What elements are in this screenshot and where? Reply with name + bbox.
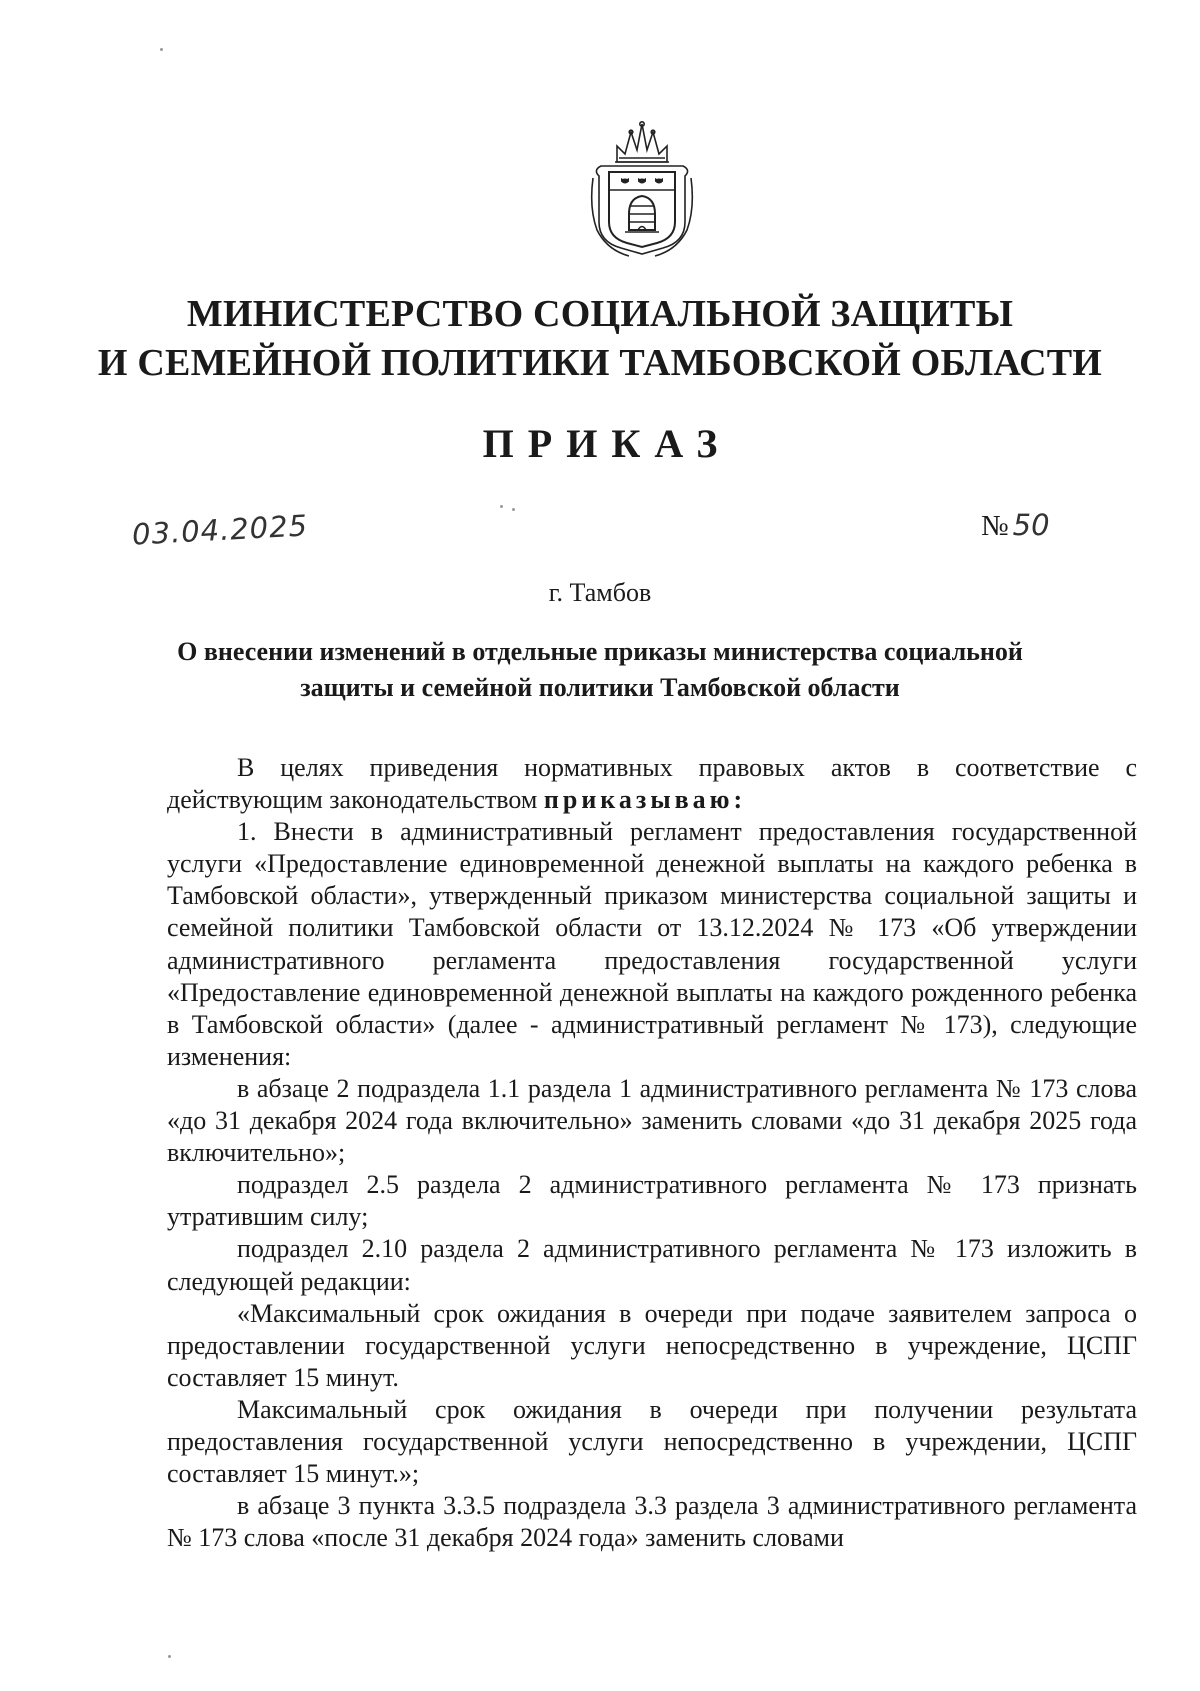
preamble-text: В целях приведения нормативных правовых актов в соответствие с действующим законодательством — [167, 753, 1137, 815]
order-subject — [0, 634, 1200, 706]
handwritten-date: 03.04.2025 — [131, 508, 309, 552]
scan-speck — [500, 505, 503, 508]
body-paragraph: «Максимальный срок ожидания в очереди при подаче заявителем запроса о предоставлении государственной услуги непосредственно в учреждение, ЦСПГ составляет 15 минут. — [167, 1298, 1137, 1392]
ministry-name — [0, 290, 1200, 388]
order-keyword: приказываю: — [543, 785, 747, 815]
scan-speck — [168, 1655, 171, 1658]
scan-speck — [512, 508, 515, 511]
ministry-name-line2: И СЕМЕЙНОЙ ПОЛИТИКИ ТАМБОВСКОЙ ОБЛАСТИ — [97, 342, 1103, 384]
body-paragraph-preamble — [167, 752, 1137, 816]
order-body — [167, 752, 1137, 1554]
subject-line2: защиты и семейной политики Тамбовской области — [300, 673, 900, 702]
body-paragraph: подраздел 2.5 раздела 2 административного регламента № 173 признать утратившим силу; — [167, 1170, 1137, 1232]
body-paragraph: в абзаце 3 пункта 3.3.5 подраздела 3.3 раздела 3 административного регламента № 173 слова «после 31 декабря 2024 года» заменить словами — [167, 1491, 1137, 1553]
body-paragraph-item1: 1. Внести в административный регламент предоставления государственной услуги «Предоставление единовременной денежной выплаты на каждого ребенка в Тамбовской области», утвержденный приказом министерства социальной защиты и семейной политики Тамбовской области от 13.12.2024 № 173 «Об утверждении административного регламента предоставления государственной услуги «Предоставление единовременной денежной выплаты на каждого рожденного ребенка в Тамбовской области» (далее - административный регламент № 173), следующие изменения: — [167, 817, 1137, 1071]
body-paragraph: подраздел 2.10 раздела 2 административного регламента № 173 изложить в следующей редакции: — [167, 1234, 1137, 1296]
subject-line1: О внесении изменений в отдельные приказы министерства социальной — [177, 637, 1023, 666]
order-number — [981, 508, 1050, 543]
scan-speck — [160, 48, 163, 51]
city-line: г. Тамбов — [548, 578, 652, 607]
body-paragraph: Максимальный срок ожидания в очереди при получении результата предоставления государственной услуги непосредственно в учреждении, ЦСПГ составляет 15 минут.»; — [167, 1394, 1137, 1489]
tambov-coat-of-arms-icon — [585, 118, 700, 258]
body-paragraph: в абзаце 2 подраздела 1.1 раздела 1 административного регламента № 173 слова «до 31 декабря 2024 года включительно» заменить словами «до 31 декабря 2025 года включительно»; — [167, 1073, 1137, 1168]
number-sign: № — [981, 510, 1009, 542]
document-type-title: ПРИКАЗ — [482, 421, 732, 466]
ministry-name-line1: МИНИСТЕРСТВО СОЦИАЛЬНОЙ ЗАЩИТЫ — [186, 293, 1014, 335]
handwritten-number: 50 — [1012, 508, 1050, 542]
